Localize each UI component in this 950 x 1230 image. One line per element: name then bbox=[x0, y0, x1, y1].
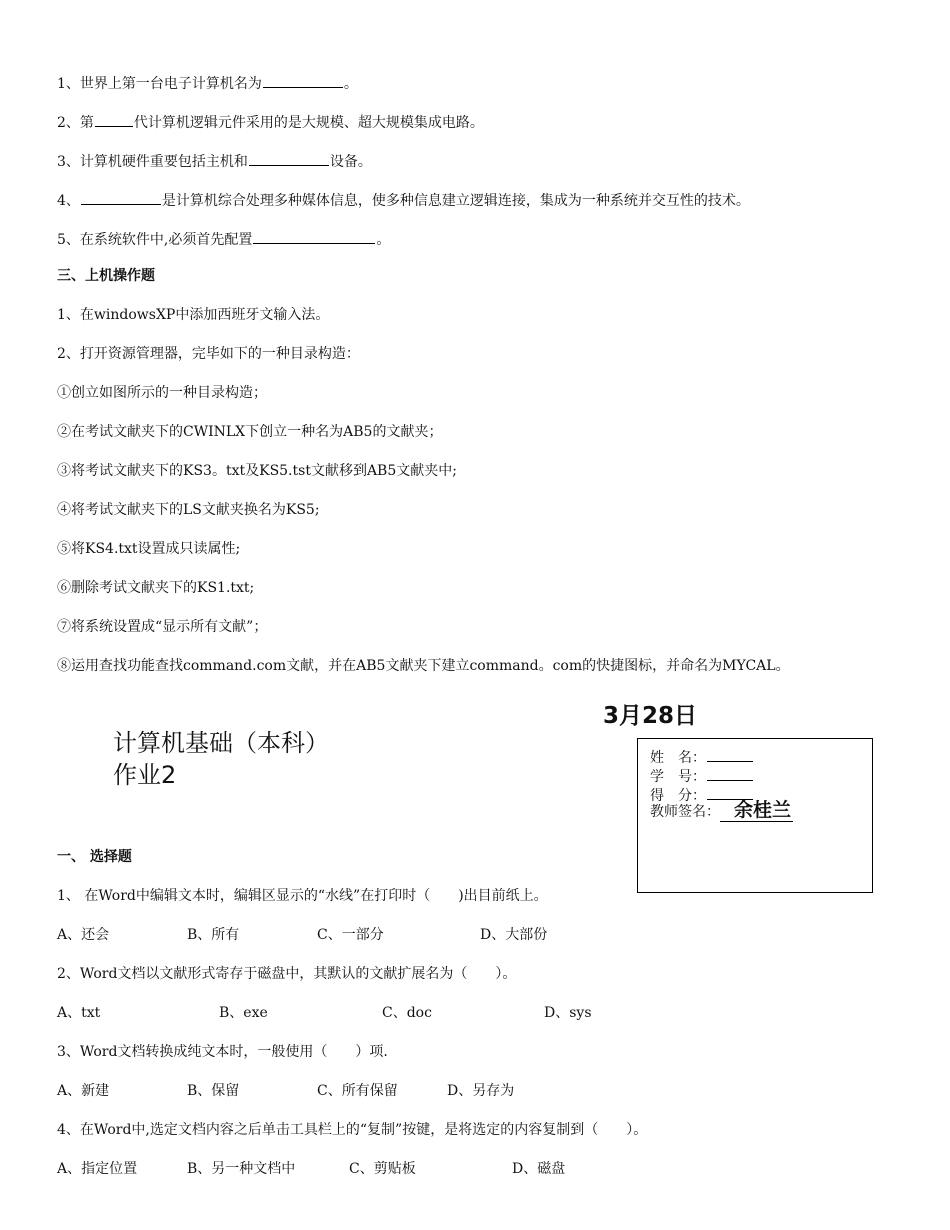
practical-question-1: 1、在windowsXP中添加西班牙文输入法。 bbox=[57, 307, 330, 323]
option-a[interactable]: A、txt bbox=[57, 1005, 101, 1021]
answer-blank[interactable] bbox=[253, 229, 375, 244]
practical-step: ①创立如图所示的一种目录构造； bbox=[57, 385, 267, 401]
fill-question-4 bbox=[57, 190, 750, 210]
practical-step: ②在考试文献夹下的CWINLX下创立一种名为AB5的文献夹； bbox=[57, 424, 443, 440]
teacher-label: 教师签名： bbox=[650, 804, 720, 820]
option-b[interactable]: B、另一种文档中 bbox=[187, 1161, 296, 1177]
option-d[interactable]: D、大部份 bbox=[480, 927, 548, 943]
choice-question-3: 3、Word文档转换成纯文本时，一般使用（ ）项. bbox=[57, 1044, 388, 1060]
fill-question-5 bbox=[57, 229, 390, 249]
date-label: 3月28日 bbox=[603, 703, 698, 729]
teacher-signature: 余桂兰 bbox=[720, 799, 793, 822]
option-a[interactable]: A、还会 bbox=[57, 927, 110, 943]
id-field[interactable] bbox=[707, 766, 753, 781]
question-text: 设备。 bbox=[329, 154, 372, 170]
question-text: 3、计算机硬件重要包括主机和 bbox=[57, 154, 248, 170]
practical-step: ⑥删除考试文献夹下的KS1.txt; bbox=[57, 580, 255, 596]
id-label: 学 号： bbox=[650, 769, 706, 785]
practical-step: ③将考试文献夹下的KS3。txt及KS5.tst文献移到AB5文献夹中; bbox=[57, 463, 457, 479]
score-label: 得 分： bbox=[650, 788, 706, 804]
practical-step: ④将考试文献夹下的LS文献夹换名为KS5; bbox=[57, 502, 320, 518]
practical-step: ⑦将系统设置成“显示所有文献”； bbox=[57, 619, 268, 635]
choice-question-1: 1、 在Word中编辑文本时，编辑区显示的“水线”在打印时（ )出目前纸上。 bbox=[57, 888, 548, 904]
fill-question-2 bbox=[57, 112, 484, 132]
score-field[interactable] bbox=[707, 785, 753, 800]
answer-blank[interactable] bbox=[81, 190, 161, 205]
practical-step: ⑧运用查找功能查找command.com文献，并在AB5文献夹下建立command。com的快捷图标，并命名为MYCAL。 bbox=[57, 658, 790, 674]
question-text: 1、世界上第一台电子计算机名为 bbox=[57, 76, 262, 92]
option-c[interactable]: C、剪贴板 bbox=[349, 1161, 416, 1177]
document-subtitle: 作业2 bbox=[113, 761, 177, 789]
practical-question-2: 2、打开资源管理器，完毕如下的一种目录构造： bbox=[57, 346, 360, 362]
name-label: 姓 名： bbox=[650, 750, 706, 766]
option-c[interactable]: C、doc bbox=[382, 1005, 432, 1021]
choice-question-4: 4、在Word中,选定文档内容之后单击工具栏上的“复制”按键，是将选定的内容复制到（ ）。 bbox=[57, 1122, 648, 1138]
id-row bbox=[650, 766, 754, 786]
name-field[interactable] bbox=[707, 747, 753, 762]
question-text: 5、在系统软件中,必须首先配置 bbox=[57, 232, 253, 248]
document-title: 计算机基础（本科） bbox=[113, 729, 329, 757]
option-a[interactable]: A、指定位置 bbox=[57, 1161, 138, 1177]
fill-question-1 bbox=[57, 73, 358, 93]
option-d[interactable]: D、sys bbox=[544, 1005, 592, 1021]
answer-blank[interactable] bbox=[95, 112, 133, 127]
question-text: 2、第 bbox=[57, 115, 94, 131]
option-b[interactable]: B、所有 bbox=[187, 927, 240, 943]
option-b[interactable]: B、保留 bbox=[187, 1083, 240, 1099]
choice-question-2: 2、Word文档以文献形式寄存于磁盘中，其默认的文献扩展名为（ ）。 bbox=[57, 966, 517, 982]
option-b[interactable]: B、exe bbox=[219, 1005, 268, 1021]
question-text: 代计算机逻辑元件采用的是大规模、超大规模集成电路。 bbox=[133, 115, 484, 131]
answer-blank[interactable] bbox=[249, 151, 329, 166]
section-heading-practical: 三、上机操作题 bbox=[57, 268, 155, 284]
student-info-box bbox=[637, 738, 873, 893]
question-text: 是计算机综合处理多种媒体信息，使多种信息建立逻辑连接，集成为一种系统并交互性的技术。 bbox=[161, 193, 750, 209]
fill-question-3 bbox=[57, 151, 372, 171]
question-text: 4、 bbox=[57, 193, 80, 209]
practical-step: ⑤将KS4.txt设置成只读属性; bbox=[57, 541, 241, 557]
question-text: 。 bbox=[343, 76, 358, 92]
question-text: 。 bbox=[376, 232, 391, 248]
option-d[interactable]: D、另存为 bbox=[447, 1083, 515, 1099]
option-c[interactable]: C、一部分 bbox=[317, 927, 384, 943]
teacher-row bbox=[650, 801, 793, 821]
section-heading-choice: 一、 选择题 bbox=[57, 849, 132, 865]
option-a[interactable]: A、新建 bbox=[57, 1083, 110, 1099]
option-d[interactable]: D、磁盘 bbox=[512, 1161, 566, 1177]
answer-blank[interactable] bbox=[263, 73, 343, 88]
name-row bbox=[650, 747, 754, 767]
option-c[interactable]: C、所有保留 bbox=[317, 1083, 398, 1099]
